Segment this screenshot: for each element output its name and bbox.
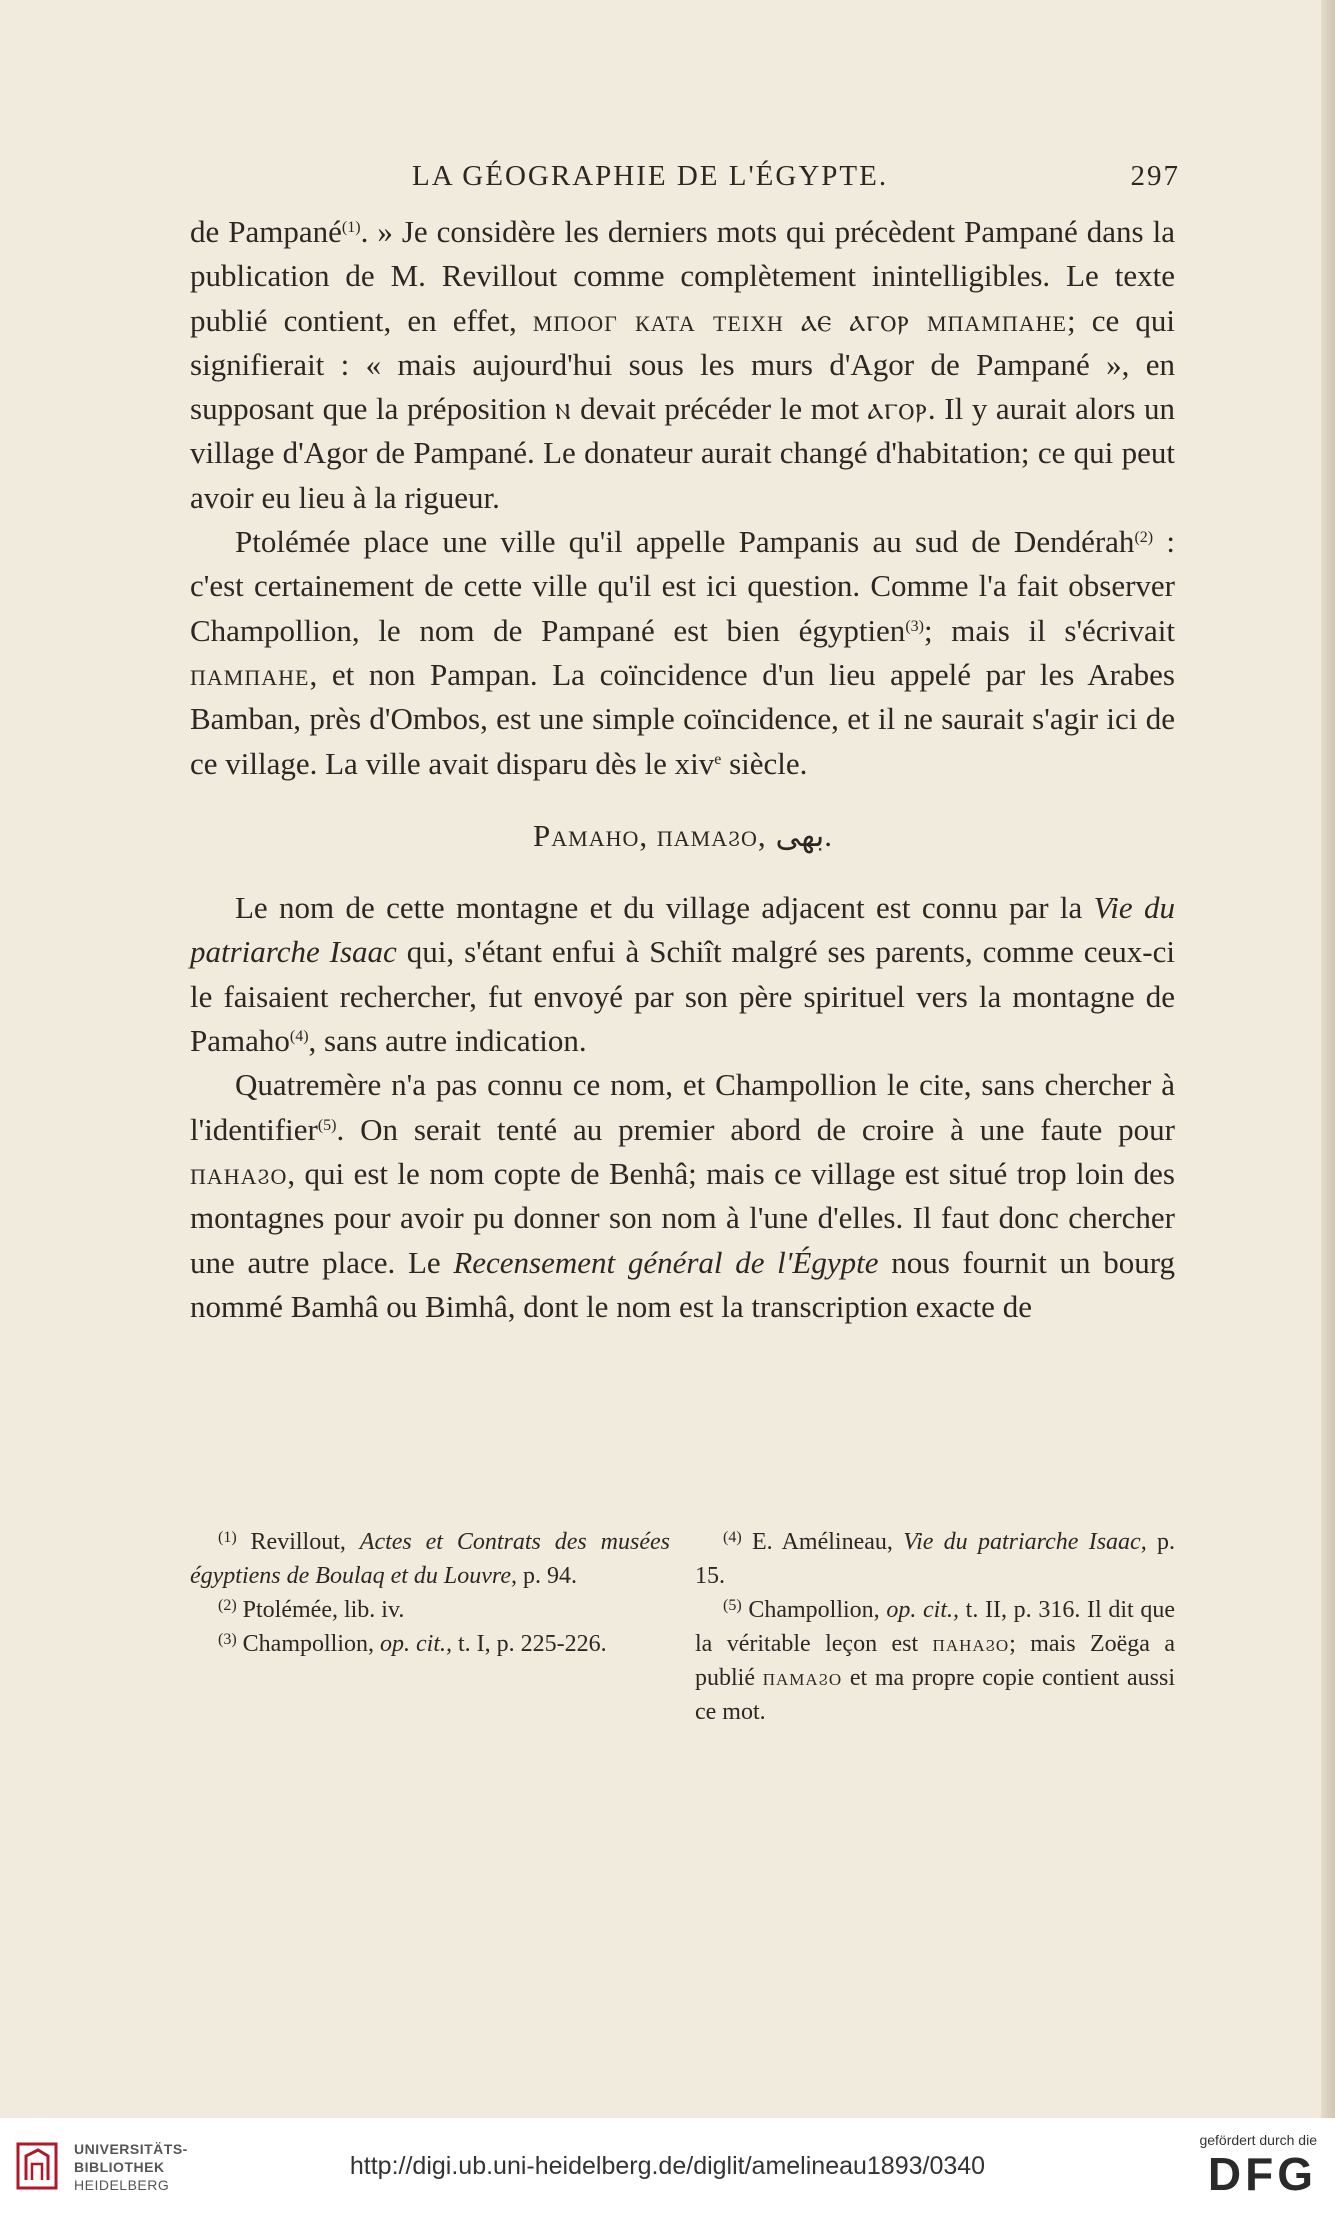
coptic-text: ⲁⲅⲟⲣ bbox=[867, 391, 928, 427]
header-title: LA GÉOGRAPHIE DE L'ÉGYPTE. bbox=[412, 160, 889, 192]
coptic-text: мпооγ ката теιхн ⲁⲉ ⲁⲅⲟⲣ мпампане bbox=[532, 302, 1067, 338]
footnote-ref-1: (1) bbox=[341, 219, 361, 236]
text-run: p. 15. bbox=[695, 1529, 1175, 1589]
italic-title: Vie du patriarche Isaac bbox=[190, 890, 1175, 970]
text-run: p. 94. bbox=[517, 1563, 578, 1589]
main-text bbox=[190, 210, 1175, 1329]
paragraph-3 bbox=[190, 886, 1175, 1063]
footnote-mark: (3) bbox=[218, 1631, 237, 1648]
permalink-url[interactable]: http://digi.ub.uni-heidelberg.de/diglit/amelineau1893/0340 bbox=[349, 2152, 986, 2180]
text-run: qui, s'étant enfui à Schiît malgré ses parents, comme ceux-ci le faisaient rechercher, fut envoyé par son père spirituel vers la montagne de Pamaho bbox=[190, 934, 1176, 1059]
footnote-3 bbox=[190, 1627, 670, 1661]
text-run: t. II, p. 316. Il dit que la véritable leçon est bbox=[695, 1597, 1175, 1657]
text-run: ; mais il s'écrivait bbox=[923, 612, 1175, 648]
text-run: Champollion, bbox=[741, 1597, 887, 1623]
coptic-text: панаϩо bbox=[190, 1155, 288, 1191]
coptic-text: пампане bbox=[190, 656, 310, 692]
footnote-mark: (2) bbox=[218, 1597, 237, 1614]
italic-title: op. cit., bbox=[380, 1631, 452, 1657]
text-run: de Pampané bbox=[190, 214, 342, 249]
footnote-ref-2: (2) bbox=[1134, 529, 1154, 547]
paragraph-2 bbox=[190, 520, 1175, 786]
text-run: Quatremère n'a pas connu ce nom, et Champollion le cite, sans chercher à l'identifier bbox=[190, 1067, 1175, 1147]
text-run: , qui est le nom copte de Benhâ; mais ce village est situé trop loin des montagnes pour avoir pu donner son nom à l'une d'elles. Il faut donc chercher une autre place. Le bbox=[190, 1155, 1175, 1280]
text-run: . Il y aurait alors un village d'Agor de Pampané. Le donateur aurait changé d'habitation; ce qui peut avoir eu lieu à la rigueur. bbox=[190, 391, 1175, 515]
viewer-footer bbox=[0, 2118, 1335, 2217]
coptic-text: памаϩо bbox=[762, 1665, 843, 1691]
library-line: BIBLIOTHEK bbox=[74, 2159, 165, 2175]
text-run: et ma propre copie contient aussi ce mot. bbox=[695, 1665, 1175, 1725]
funder-block bbox=[1167, 2132, 1317, 2200]
footnote-ref-3: (3) bbox=[905, 617, 924, 635]
section-heading: Pamaho, памаϩо, بهى. bbox=[533, 817, 832, 853]
italic-title: op. cit., bbox=[886, 1597, 959, 1623]
italic-title: Recensement général de l'Égypte bbox=[453, 1244, 879, 1280]
funding-text: gefördert durch die bbox=[1199, 2132, 1317, 2148]
century-superscript: e bbox=[714, 750, 722, 768]
text-run: nous fournit un bourg nommé Bamhâ ou Bimhâ, dont le nom est la transcription exacte de bbox=[190, 1244, 1175, 1324]
text-run: E. Amélineau, bbox=[741, 1529, 904, 1555]
footnote-4 bbox=[695, 1525, 1175, 1593]
footnote-5 bbox=[695, 1593, 1175, 1729]
footnote-ref-5: (5) bbox=[317, 1116, 337, 1134]
library-line: UNIVERSITÄTS- bbox=[74, 2141, 188, 2157]
italic-title: Actes et Contrats des musées égyptiens de Boulaq et du Louvre, bbox=[190, 1529, 670, 1589]
footnotes bbox=[190, 1525, 1175, 1729]
text-run: ; mais Zoëga a publié bbox=[695, 1631, 1175, 1691]
text-run: Revillout, bbox=[236, 1529, 360, 1555]
paragraph-4 bbox=[190, 1063, 1175, 1329]
library-line: HEIDELBERG bbox=[74, 2177, 170, 2193]
text-run: devait précéder le mot bbox=[571, 391, 868, 427]
text-run: Le nom de cette montagne et du village adjacent est connu par la bbox=[235, 890, 1094, 926]
text-run: ; ce qui signifierait : « mais aujourd'hui sous les murs d'Agor de Pampané », en supposant que la préposition bbox=[190, 302, 1175, 427]
footnotes-right-column bbox=[695, 1525, 1175, 1729]
footnote-2 bbox=[190, 1593, 670, 1627]
dfg-logo[interactable]: DFG bbox=[1207, 2148, 1317, 2200]
coptic-text: панаϩо bbox=[932, 1631, 1010, 1657]
text-run: : c'est certainement de cette ville qu'il est ici question. Comme l'a fait observer Champollion, le nom de Pampané est bien égyptien bbox=[190, 524, 1175, 648]
italic-title: Vie du patriarche Isaac, bbox=[903, 1529, 1147, 1555]
text-run: Ptolémée place une ville qu'il appelle Pampanis au sud de Dendérah bbox=[235, 524, 1135, 560]
text-run: , et non Pampan. La coïncidence d'un lieu appelé par les Arabes Bamban, près d'Ombos, est une simple coïncidence, et il ne saurait s'agir ici de ce village. La ville avait disparu dès le xiv bbox=[190, 656, 1175, 781]
running-header bbox=[190, 160, 1180, 200]
text-run: Champollion, bbox=[236, 1631, 380, 1657]
paragraph-1 bbox=[190, 210, 1175, 520]
footnote-mark: (1) bbox=[218, 1529, 237, 1546]
footnote-mark: (5) bbox=[723, 1597, 742, 1614]
coptic-text: ⲛ bbox=[555, 391, 572, 427]
text-run: . On serait tenté au premier abord de croire à une faute pour bbox=[336, 1111, 1175, 1147]
text-run: Ptolémée, lib. iv. bbox=[236, 1597, 405, 1623]
text-run: , sans autre indication. bbox=[308, 1023, 587, 1059]
footnote-1 bbox=[190, 1525, 670, 1593]
text-run: t. I, p. 225-226. bbox=[452, 1631, 607, 1657]
footnote-ref-4: (4) bbox=[289, 1028, 309, 1046]
footnotes-left-column bbox=[190, 1525, 670, 1729]
page-number: 297 bbox=[1130, 160, 1180, 192]
footnote-mark: (4) bbox=[723, 1529, 742, 1546]
text-run: siècle. bbox=[721, 745, 808, 781]
page-edge-shadow bbox=[1321, 0, 1335, 2118]
text-run: . » Je considère les derniers mots qui précèdent Pampané dans la publication de M. Revillout comme complètement inintelligibles. Le texte publié contient, en effet, bbox=[190, 214, 1175, 338]
